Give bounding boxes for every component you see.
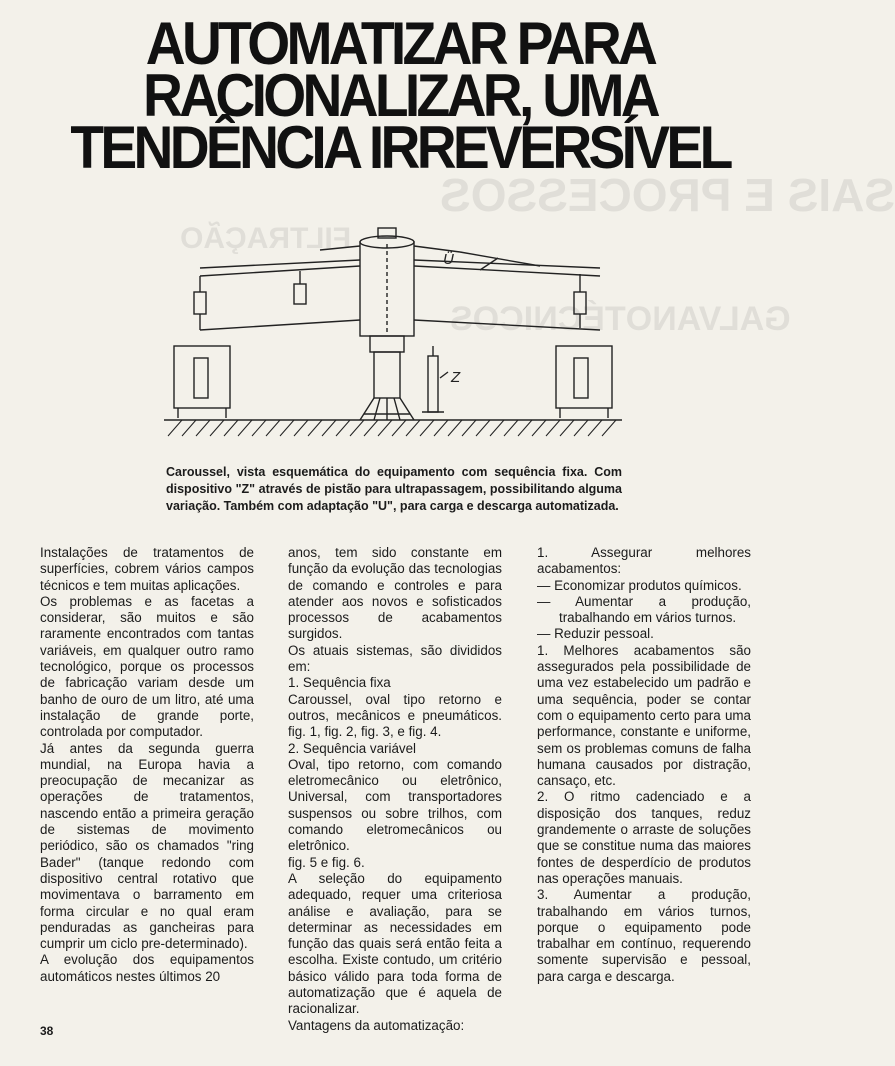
paragraph: Os atuais sistemas, são divididos em: (288, 642, 502, 675)
paragraph: Oval, tipo retorno, com comando eletromecânico ou eletrônico, Universal, com transportadores suspensos ou sobre trilhos, com comando eletromecânicos ou eletrônico. (288, 756, 502, 854)
paragraph: 1. Melhores acabamentos são assegurados pela possibilidade de uma vez estabelecido um padrão e uma sequência, poder se contar com o equipamento certo para uma performance, constante e uniforme, sem os problemas comuns de falha humana causados por distração, cansaço, etc. (537, 642, 751, 789)
page-number: 38 (40, 1024, 54, 1038)
title-line: RACIONALIZAR, UMA (143, 62, 657, 129)
paragraph: A evolução dos equipamentos automáticos nestes últimos 20 (40, 952, 254, 984)
paragraph: Já antes da segunda guerra mundial, na Europa havia a preocupação de mecanizar as operações de tratamentos, nascendo então a primeira geração de sistemas de movimento periódico, são os chamados "ring Bader" (tanque redondo com dispositivo central rotativo que movimentava o barramento em forma circular e no qual eram penduradas as gancheiras para cumprir um ciclo pre-determinado). (40, 740, 254, 952)
paragraph: Instalações de tratamentos de superfícies, cobrem vários campos técnicos e tem muitas aplicações. (40, 545, 254, 593)
paragraph: 2. O ritmo cadenciado e a disposição dos tanques, reduz grandemente o arraste de soluções que se constitue numa das maiores fontes de desperdício de produtos nas operações manuais. (537, 789, 751, 886)
show-through-text: FILTRAÇÃO (180, 222, 352, 255)
paragraph: Os problemas e as facetas a considerar, são muitos e são raramente encontrados com tantas variáveis, em qualquer outro ramo tecnológico, porque os processos de fabricação variam desde um banho de ouro de um litro, até uma instalação de grande porte, controlada por computador. (40, 593, 254, 740)
list-item: — Economizar produtos químicos. (537, 577, 742, 593)
label-u: Ü (443, 251, 454, 268)
title-line: TENDÊNCIA IRREVERSÍVEL (70, 114, 730, 181)
show-through-text: SAIS E PROCESSOS (440, 169, 895, 221)
paragraph: 3. Aumentar a produção, trabalhando em vários turnos, porque o equipamento pode trabalhar em contínuo, requerendo somente supervisão e pessoal, para carga e descarga. (537, 887, 751, 984)
text-column-3 (537, 545, 751, 985)
paragraph: 1. Assegurar melhores acabamentos: (537, 545, 751, 577)
title-line: AUTOMATIZAR PARA (145, 10, 655, 77)
show-through-text: GALVANOTÉCNICOS (450, 300, 791, 338)
article-title (60, 10, 741, 181)
list-item: — Reduzir pessoal. (537, 626, 654, 642)
list-item: — Aumentar a produção, trabalhando em vários turnos. (537, 593, 751, 626)
paragraph: A seleção do equipamento adequado, requer uma criteriosa análise e avaliação, para se determinar as necessidades em função das quais será então feita a escolha. Existe contudo, um critério básico válido para toda forma de automatização que é aquela de racionalizar. (288, 870, 502, 1017)
paragraph: 1. Sequência fixa (288, 675, 391, 691)
figure-caption: Caroussel, vista esquemática do equipamento com sequência fixa. Com dispositivo "Z" através de pistão para ultrapassagem, possibilitando alguma variação. Também com adaptação "U", para carga e descarga automatizada. (166, 465, 622, 513)
paragraph: fig. 5 e fig. 6. (288, 854, 365, 870)
text-column-1 (40, 545, 254, 985)
label-z: Z (451, 369, 461, 386)
paragraph: 2. Sequência variável (288, 740, 417, 756)
paragraph: Caroussel, oval tipo retorno e outros, mecânicos e pneumáticos. fig. 1, fig. 2, fig. 3, e fig. 4. (288, 691, 502, 740)
text-column-2 (288, 545, 502, 1034)
paragraph: anos, tem sido constante em função da evolução das tecnologias de comando e controles e para atender aos novos e sofisticados processos de acabamentos surgidos. (288, 545, 502, 642)
paragraph: Vantagens da automatização: (288, 1017, 465, 1033)
carousel-schematic (160, 222, 628, 454)
